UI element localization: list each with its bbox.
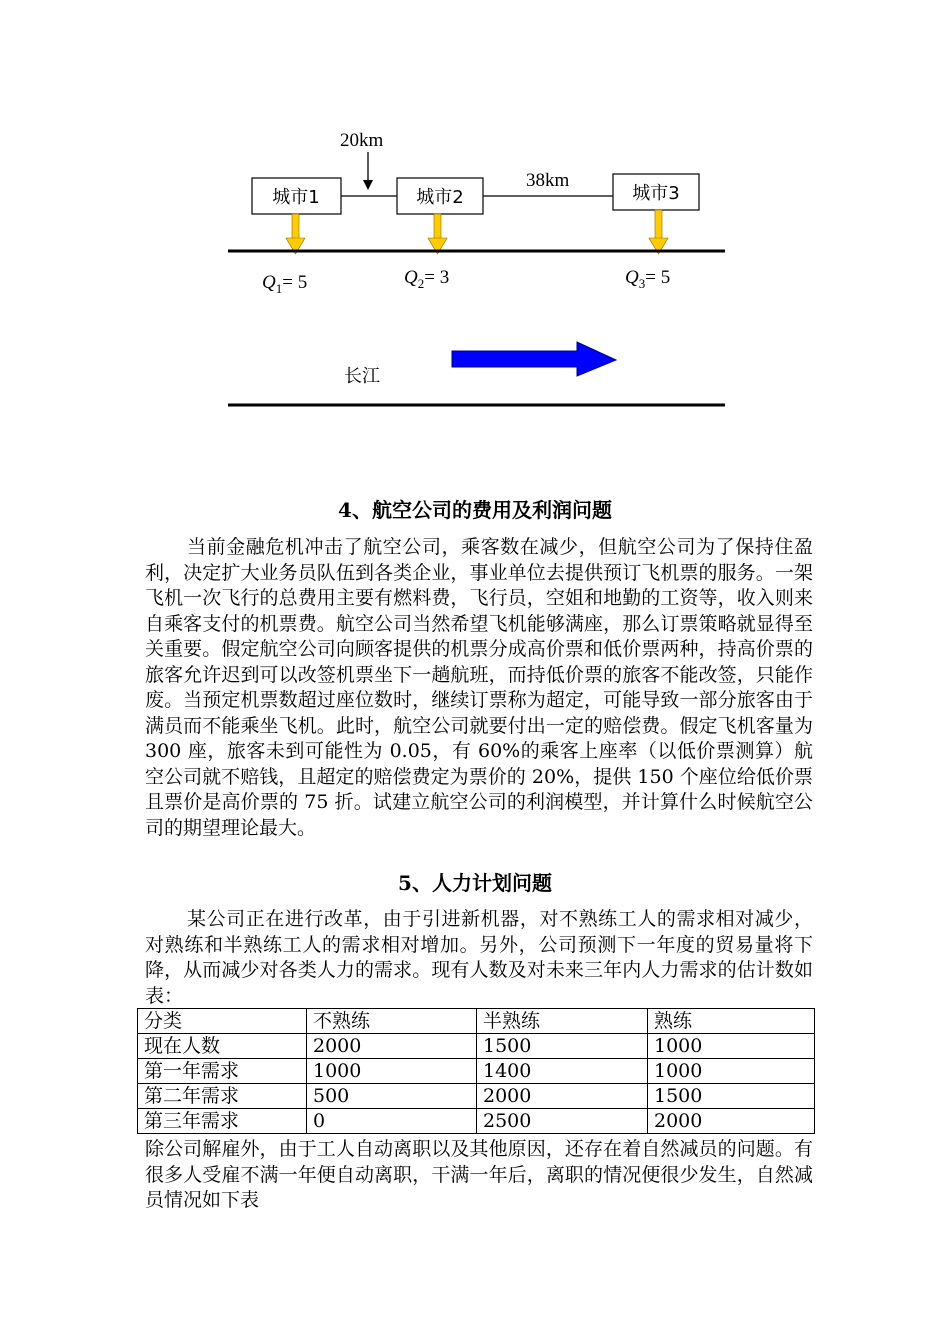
city-1-label: 城市1 <box>272 187 320 208</box>
table-cell: 1000 <box>648 1059 815 1084</box>
table-cell: 1000 <box>307 1059 477 1084</box>
discharge-arrow-3 <box>649 210 668 254</box>
discharge-arrow-2 <box>428 214 447 254</box>
table-cell: 2000 <box>477 1084 648 1109</box>
distance-label-38km: 38km <box>526 170 570 191</box>
table-header-cell: 半熟练 <box>477 1009 648 1034</box>
table-header-row <box>138 1009 815 1034</box>
table-row <box>138 1084 815 1109</box>
section-5-outro: 除公司解雇外，由于工人自动离职以及其他原因，还存在着自然减员的问题。有很多人受雇不满一年便自动离职，干满一年后，离职的情况便很少发生，自然减员情况如下表 <box>145 1138 813 1211</box>
table-cell: 第一年需求 <box>138 1059 307 1084</box>
table-cell: 1500 <box>648 1084 815 1109</box>
table-header-cell: 熟练 <box>648 1009 815 1034</box>
q1-label: $Q_1= 5$ <box>262 272 308 296</box>
section-5-title: 5、人力计划问题 <box>398 871 552 895</box>
river-cities-diagram <box>220 120 740 420</box>
table-row <box>138 1034 815 1059</box>
q2-label: $Q_2= 3$ <box>404 267 450 291</box>
distance-pointer-head <box>363 180 373 190</box>
table-cell: 第三年需求 <box>138 1109 307 1134</box>
table-cell: 2500 <box>477 1109 648 1134</box>
table-cell: 2000 <box>307 1034 477 1059</box>
table-row <box>138 1109 815 1134</box>
table-cell: 1400 <box>477 1059 648 1084</box>
river-label: 长江 <box>344 366 380 387</box>
section-4-title: 4、航空公司的费用及利润问题 <box>338 498 612 522</box>
table-cell: 1500 <box>477 1034 648 1059</box>
table-header-cell: 不熟练 <box>307 1009 477 1034</box>
table-row <box>138 1059 815 1084</box>
discharge-arrow-1 <box>286 214 305 254</box>
table-cell: 500 <box>307 1084 477 1109</box>
table-cell: 2000 <box>648 1109 815 1134</box>
section-4-body: 当前金融危机冲击了航空公司，乘客数在减少，但航空公司为了保持住盈利，决定扩大业务员队伍到各类企业，事业单位去提供预订飞机票的服务。一架飞机一次飞行的总费用主要有燃料费，飞行员，空姐和地勤的工资等，收入则来自乘客支付的机票费。航空公司当然希望飞机能够满座，那么订票策略就显得至关重要。假定航空公司向顾客提供的机票分成高价票和低价票两种，持高价票的旅客允许迟到可以改签机票坐下一趟航班，而持低价票的旅客不能改签，只能作废。当预定机票数超过座位数时，继续订票称为超定，可能导致一部分旅客由于满员而不能乘坐飞机。此时，航空公司就要付出一定的赔偿费。假定飞机客量为 300 座，旅客未到可能性为 0.05，有 60%的乘客上座率（以低价票测算）航空公司就不赔钱，且超定的赔偿费定为票价的 20%，提供 150 个座位给低价票且票价是高价票的 75 折。试建立航空公司的利润模型，并计算什么时候航空公司的期望理论最大。 <box>145 536 813 839</box>
city-2-label: 城市2 <box>416 187 464 208</box>
section-5-intro: 某公司正在进行改革，由于引进新机器，对不熟练工人的需求相对减少，对熟练和半熟练工人的需求相对增加。另外，公司预测下一年度的贸易量将下降，从而减少对各类人力的需求。现有人数及对未来三年内人力需求的估计数如表： <box>145 908 813 1007</box>
workforce-table <box>137 1008 815 1134</box>
q3-label: $Q_3= 5$ <box>625 267 671 291</box>
table-header-cell: 分类 <box>138 1009 307 1034</box>
river-flow-arrow <box>452 342 616 376</box>
city-3-label: 城市3 <box>632 183 680 204</box>
distance-label-20km: 20km <box>340 130 384 151</box>
table-cell: 1000 <box>648 1034 815 1059</box>
table-cell: 第二年需求 <box>138 1084 307 1109</box>
table-cell: 现在人数 <box>138 1034 307 1059</box>
table-cell: 0 <box>307 1109 477 1134</box>
